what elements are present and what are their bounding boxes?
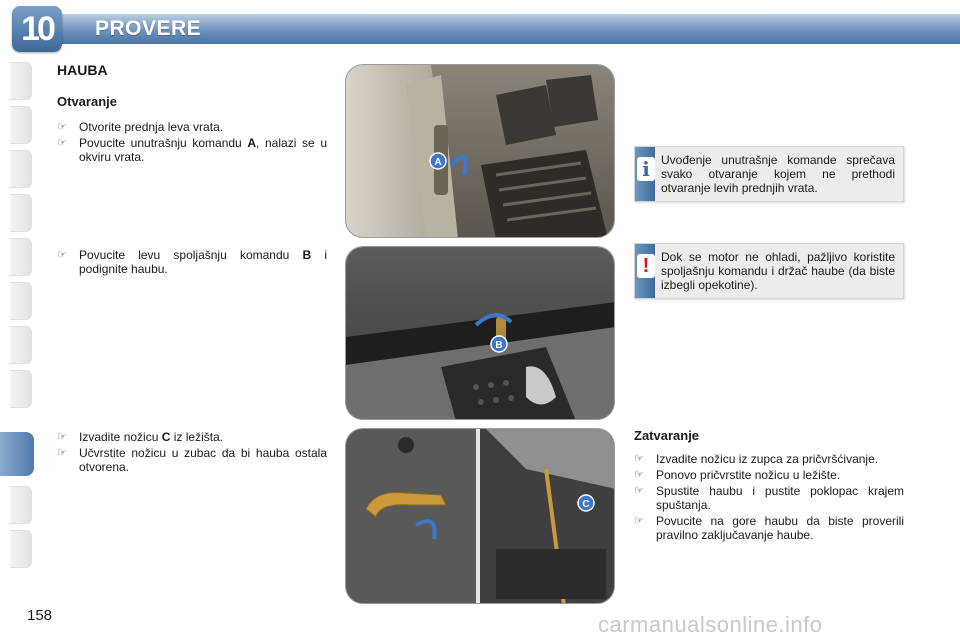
info-box-text: Uvođenje unutrašnje komande sprečava svako otvaranje kojem ne prethodi otvaranje levih prednjih vrata. xyxy=(661,153,895,195)
list-item: ☞ Otvorite prednja leva vrata. xyxy=(57,120,224,134)
page-number: 158 xyxy=(27,607,53,624)
list-item: ☞ Povucite levu spoljašnju komandu B i podignite haubu. xyxy=(57,248,327,276)
watermark: carmanualsonline.info xyxy=(598,612,823,637)
list-item: ☞ Ponovo pričvrstite nožicu u ležište. xyxy=(634,468,841,482)
bullet-icon: ☞ xyxy=(57,431,67,443)
callout-b-label: B xyxy=(495,340,503,351)
warning-strip xyxy=(635,244,655,298)
chapter-title: PROVERE xyxy=(95,17,202,40)
chapter-tab[interactable] xyxy=(10,370,32,408)
prop-rod-steps-list xyxy=(57,430,327,476)
chapter-tab[interactable] xyxy=(10,326,32,364)
chapter-tab[interactable] xyxy=(10,238,32,276)
info-icon: i xyxy=(637,157,655,181)
chapter-tabs xyxy=(0,62,36,574)
callout-a-label: A xyxy=(434,157,442,168)
chapter-number-badge: 10 xyxy=(12,6,62,52)
info-box xyxy=(634,146,904,202)
info-strip xyxy=(635,147,655,201)
warning-box xyxy=(634,243,904,299)
external-release-steps-list xyxy=(57,248,327,278)
chapter-tab[interactable] xyxy=(10,62,32,100)
chapter-tab[interactable] xyxy=(10,282,32,320)
section-title: HAUBA xyxy=(57,62,108,78)
closing-subtitle: Zatvaranje xyxy=(634,428,700,443)
interior-release-photo xyxy=(345,64,615,238)
bullet-icon: ☞ xyxy=(634,485,644,497)
chapter-tab[interactable] xyxy=(10,194,32,232)
bullet-icon: ☞ xyxy=(57,121,67,133)
bullet-icon: ☞ xyxy=(634,453,644,465)
list-item: ☞ Spustite haubu i pustite poklopac krajem spuštanja. xyxy=(634,484,904,512)
chapter-tab[interactable] xyxy=(10,530,32,568)
opening-subtitle: Otvaranje xyxy=(57,94,117,109)
list-item: ☞ Izvadite nožicu iz zupca za pričvršćivanje. xyxy=(634,452,879,466)
bullet-icon: ☞ xyxy=(57,137,67,149)
closing-steps-list xyxy=(634,452,904,544)
warning-icon: ! xyxy=(637,254,655,278)
bullet-icon: ☞ xyxy=(57,447,67,459)
bullet-icon: ☞ xyxy=(57,249,67,261)
bullet-icon: ☞ xyxy=(634,515,644,527)
chapter-tab[interactable] xyxy=(10,150,32,188)
warning-box-text: Dok se motor ne ohladi, pažljivo koristite spoljašnju komandu i držač haube (da biste izbegli opekotine). xyxy=(661,250,895,292)
bullet-icon: ☞ xyxy=(634,469,644,481)
chapter-tab[interactable] xyxy=(10,486,32,524)
opening-steps-list xyxy=(57,120,327,166)
list-item: ☞ Učvrstite nožicu u zubac da bi haubа ostala otvorena. xyxy=(57,446,327,474)
chapter-tab-active[interactable] xyxy=(0,432,34,476)
exterior-release-photo xyxy=(345,246,615,420)
list-item: ☞ Izvadite nožicu C iz ležišta. xyxy=(57,430,224,444)
prop-rod-photo xyxy=(345,428,615,604)
list-item: ☞ Povucite na gore haubu da biste proverili pravilno zaključavanje haube. xyxy=(634,514,904,542)
callout-c-label: C xyxy=(582,499,590,510)
chapter-tab[interactable] xyxy=(10,106,32,144)
list-item: ☞ Povucite unutrašnju komandu A, nalazi se u okviru vrata. xyxy=(57,136,327,164)
